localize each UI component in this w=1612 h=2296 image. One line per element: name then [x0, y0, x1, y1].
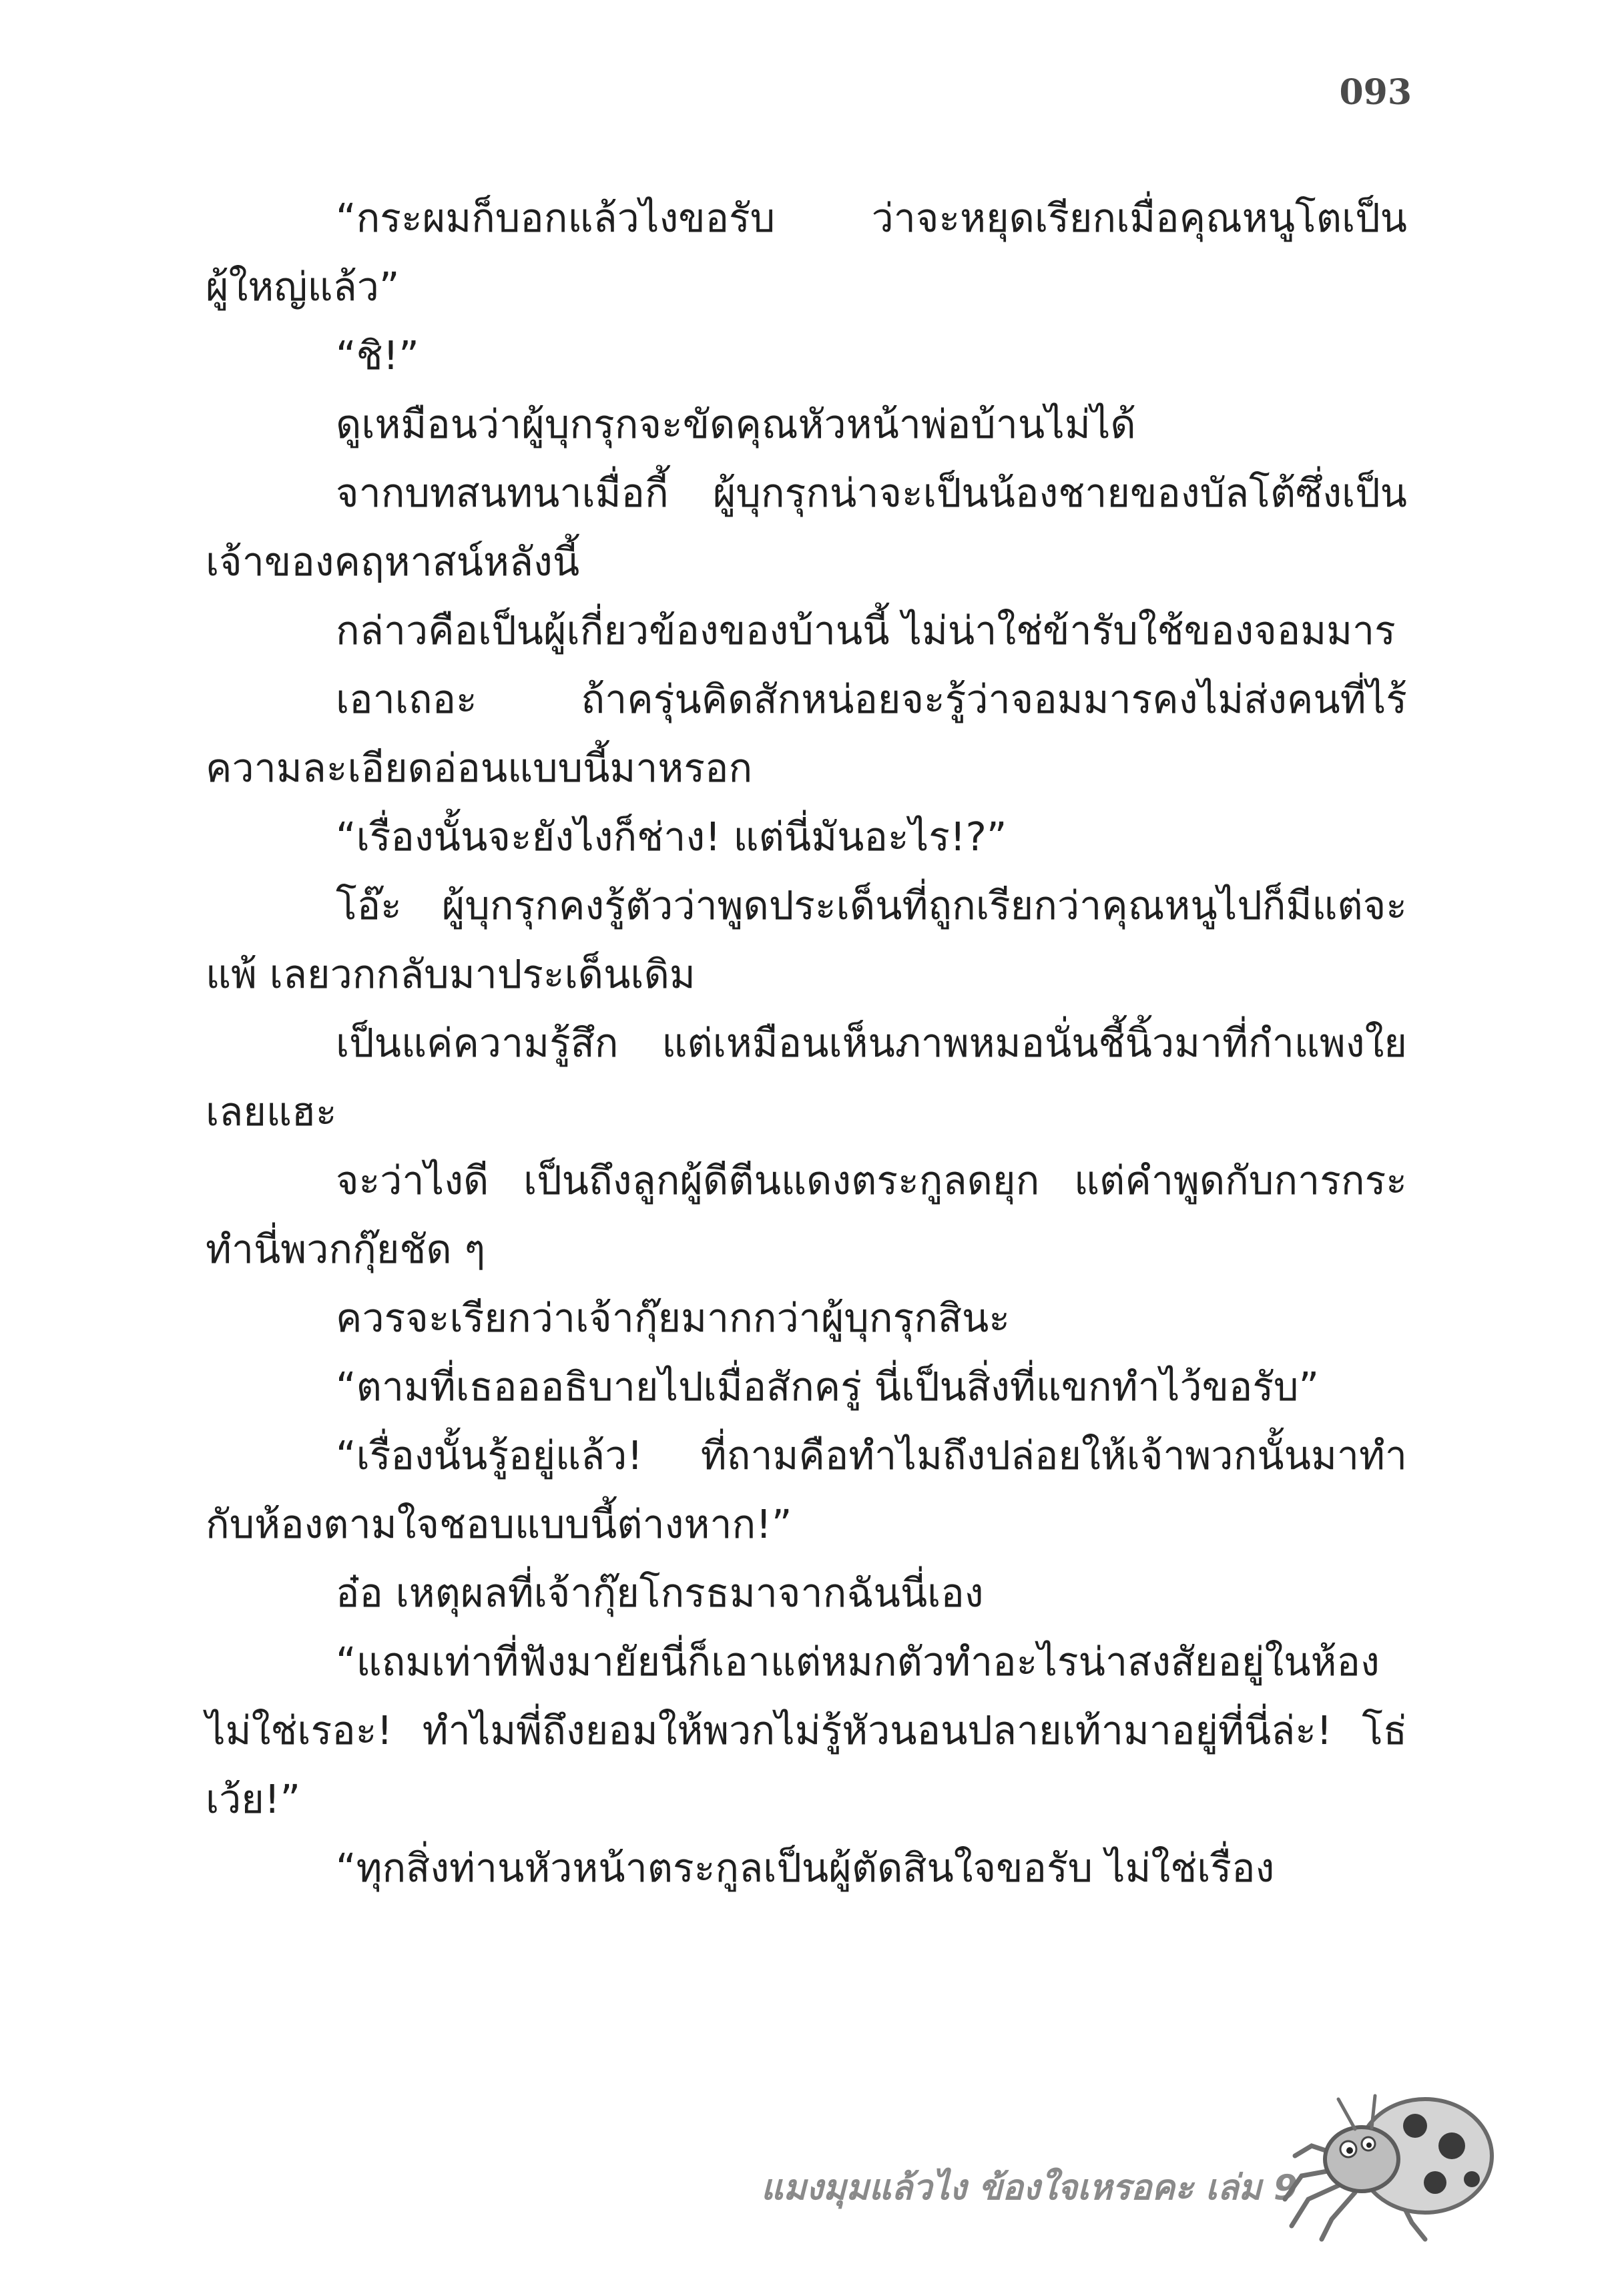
paragraph: จากบทสนทนาเมื่อกี้ ผู้บุกรุกน่าจะเป็นน้องชายของบัลโต้ซึ่งเป็นเจ้าของคฤหาสน์หลังนี้	[206, 470, 1407, 585]
footer-book-title: แมงมุมแล้วไง ข้องใจเหรอคะ เล่ม 9	[761, 2168, 1298, 2208]
paragraph: เป็นแค่ความรู้สึก แต่เหมือนเห็นภาพหมอนั่นชี้นิ้วมาที่กำแพงใยเลยแฮะ	[206, 1020, 1407, 1135]
paragraph: “กระผมก็บอกแล้วไงขอรับ ว่าจะหยุดเรียกเมื่อคุณหนูโตเป็นผู้ใหญ่แล้ว”	[206, 195, 1407, 310]
paragraph: “ชิ!”	[336, 332, 419, 378]
paragraph: ดูเหมือนว่าผู้บุกรุกจะขัดคุณหัวหน้าพ่อบ้านไม่ได้	[336, 401, 1136, 447]
page-number: 093	[1339, 72, 1412, 113]
paragraph: กล่าวคือเป็นผู้เกี่ยวข้องของบ้านนี้ ไม่น่าใช่ข้ารับใช้ของจอมมาร	[336, 607, 1396, 653]
paragraph: เอาเถอะ ถ้าครุ่นคิดสักหน่อยจะรู้ว่าจอมมารคงไม่ส่งคนที่ไร้ความละเอียดอ่อนแบบนี้มาหรอก	[206, 676, 1407, 791]
paragraph: “ทุกสิ่งท่านหัวหน้าตระกูลเป็นผู้ตัดสินใจขอรับ ไม่ใช่เรื่อง	[336, 1845, 1275, 1891]
paragraph: “ตามที่เธอออธิบายไปเมื่อสักครู่ นี่เป็นสิ่งที่แขกทำไว้ขอรับ”	[336, 1364, 1320, 1410]
spider-mascot-icon	[1282, 2082, 1502, 2243]
body-text	[206, 184, 1407, 1902]
paragraph: อ๋อ เหตุผลที่เจ้ากุ๊ยโกรธมาจากฉันนี่เอง	[336, 1570, 984, 1616]
paragraph: “เรื่องนั้นจะยังไงก็ช่าง! แต่นี่มันอะไร!?”	[336, 814, 1007, 860]
paragraph: “เรื่องนั้นรู้อยู่แล้ว! ที่ถามคือทำไมถึงปล่อยให้เจ้าพวกนั้นมาทำกับห้องตามใจชอบแบบนี้ต่างหาก!”	[206, 1432, 1407, 1547]
paragraph: โอ๊ะ ผู้บุกรุกคงรู้ตัวว่าพูดประเด็นที่ถูกเรียกว่าคุณหนูไปก็มีแต่จะแพ้ เลยวกกลับมาประเด็นเดิม	[206, 882, 1407, 997]
paragraph: จะว่าไงดี เป็นถึงลูกผู้ดีตีนแดงตระกูลดยุก แต่คำพูดกับการกระทำนี่พวกกุ๊ยชัด ๆ	[206, 1157, 1407, 1272]
paragraph: “แถมเท่าที่ฟังมายัยนี่ก็เอาแต่หมกตัวทำอะไรน่าสงสัยอยู่ในห้องไม่ใช่เรอะ! ทำไมพี่ถึงยอมให้พวกไม่รู้หัวนอนปลายเท้ามาอยู่ที่นี่ล่ะ! โธ่เว้ย!”	[206, 1639, 1407, 1822]
paragraph: ควรจะเรียกว่าเจ้ากุ๊ยมากกว่าผู้บุกรุกสินะ	[336, 1295, 1011, 1341]
